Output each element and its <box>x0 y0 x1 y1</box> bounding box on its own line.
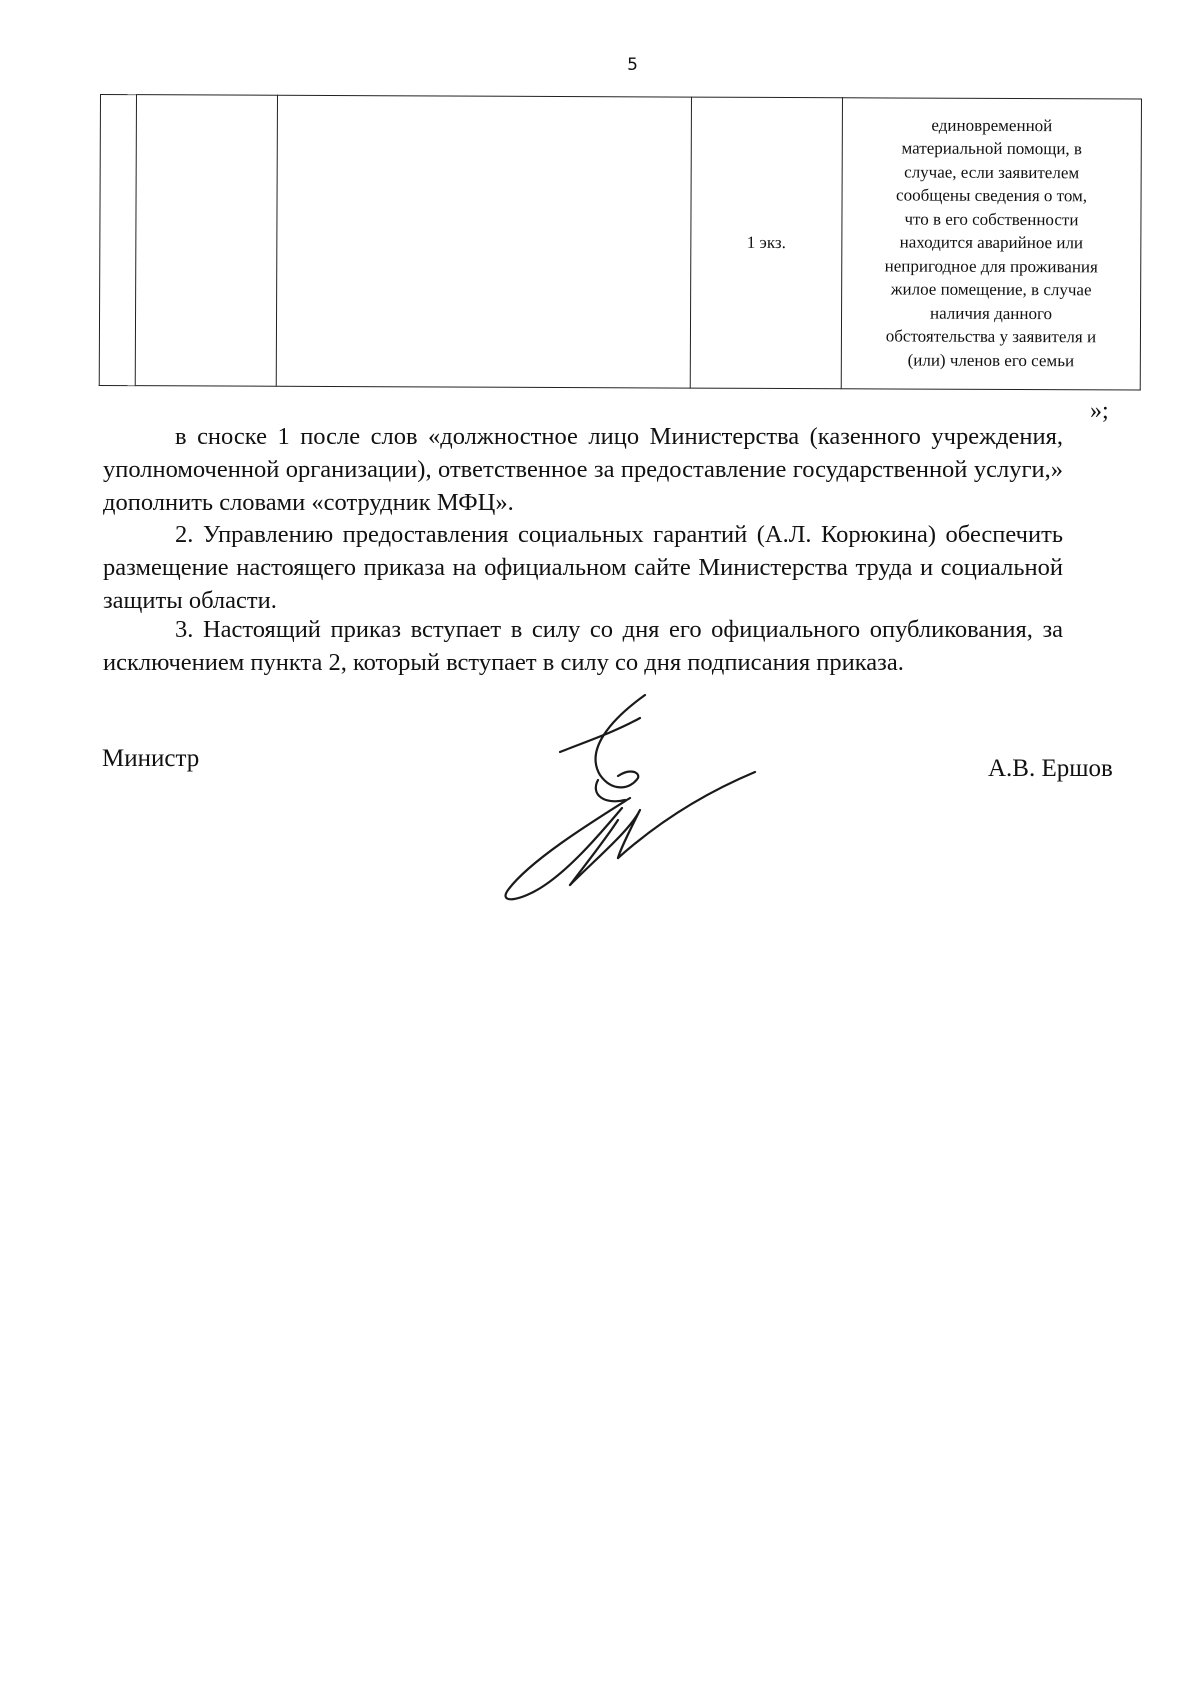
handwritten-signature <box>490 680 780 910</box>
table-cell-blank-2 <box>276 95 691 388</box>
closing-quote: »; <box>1090 398 1109 424</box>
document-table <box>99 94 1142 391</box>
paragraph-item-2: 2. Управлению предоставления социальных гарантий (А.Л. Корюкина) обеспечить размещение настоящего приказа на официальном сайте Министерства труда и социальной защиты области. <box>103 521 1063 614</box>
table-cell-number <box>99 95 136 386</box>
table-cell-blank-1 <box>135 95 277 387</box>
table-cell-copies: 1 экз. <box>690 97 842 389</box>
signer-name: А.В. Ершов <box>988 755 1113 782</box>
paragraph-footnote-amendment: в сноске 1 после слов «должностное лицо Министерства (казенного учреждения, уполномоченной организации), ответственное за предоставление государственной услуги,» дополнить словами «сотрудник МФЦ». <box>103 423 1063 516</box>
signer-title: Министр <box>102 745 200 772</box>
table-cell-description: единовременной материальной помощи, в случае, если заявителем сообщены сведения о том, что в его собственности находится аварийное или непригодное для проживания жилое помещение, в случае наличия данного обстоятельства у заявителя и (или) членов его семьи <box>841 98 1141 390</box>
paragraph-item-3: 3. Настоящий приказ вступает в силу со дня его официального опубликования, за исключением пункта 2, который вступает в силу со дня подписания приказа. <box>103 616 1063 676</box>
table-row <box>99 95 1141 391</box>
page-number: 5 <box>627 55 638 75</box>
